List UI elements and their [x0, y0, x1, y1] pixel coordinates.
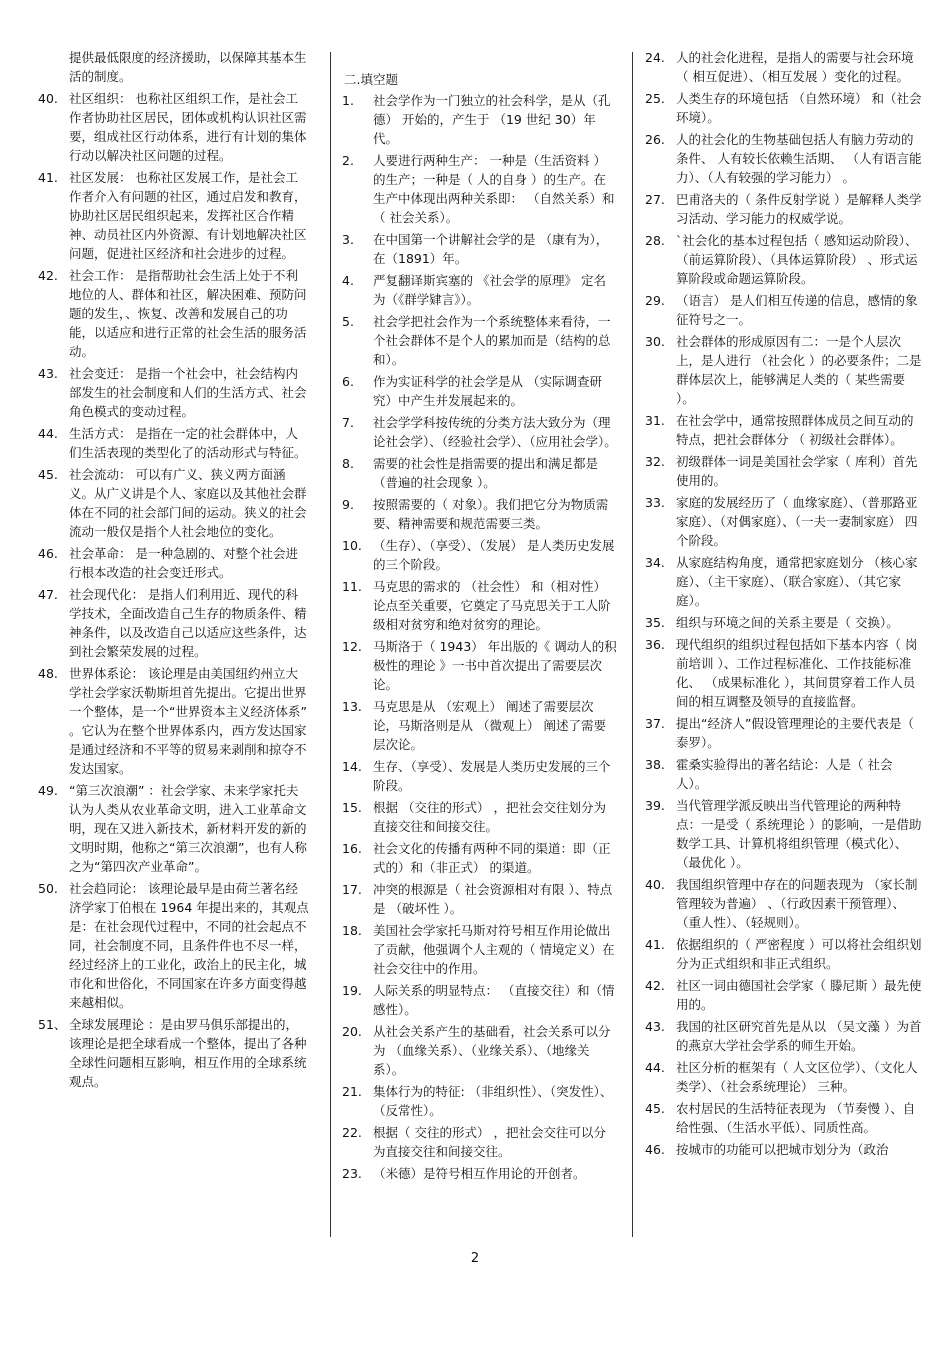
list-item [645, 332, 923, 408]
list-item [38, 266, 310, 361]
list-item [342, 880, 618, 918]
list-item [342, 637, 618, 694]
item-text: 社会变迁： 是指一个社会中，社会结构内部发生的社会制度和人们的生活方式、社会角色模式的变动过程。 [69, 366, 307, 419]
item-number: 30. [645, 334, 665, 349]
item-number: 45. [645, 1101, 665, 1116]
item-number: 43. [645, 1019, 665, 1034]
list-item [342, 454, 618, 492]
item-number: 5. [342, 314, 354, 329]
item-text: 美国社会学家托马斯对符号相互作用论做出了贡献，他强调个人主观的（ 情境定义）在社会交往中的作用。 [373, 923, 615, 976]
item-text: 社会趋同论： 该理论最早是由荷兰著名经济学家丁伯根在 1964 年提出来的，其观点是：在社会现代过程中，不同的社会起点不同，社会制度不同，且条件件也不尽一样，经过经济上的工业化，政治上的民主化，城市化和世俗化，不同国家在许多方面变得越来越相似。 [69, 881, 309, 1010]
item-number: 10. [342, 538, 362, 553]
item-text: 社区一词由德国社会学家（ 滕尼斯 ）最先使用的。 [676, 978, 922, 1012]
item-number: 48. [38, 666, 58, 681]
item-text: 在中国第一个讲解社会学的是 （康有为），在（1891）年。 [373, 232, 609, 266]
item-number: 31. [645, 413, 665, 428]
item-number: 24. [645, 50, 665, 65]
item-text: 从社会关系产生的基础看，社会关系可以分为 （血缘关系）、（业缘关系）、（地缘关系）。 [373, 1024, 611, 1077]
item-number: 34. [645, 555, 665, 570]
item-number: 49. [38, 783, 58, 798]
item-number: 1. [342, 93, 354, 108]
list-item [38, 89, 310, 165]
item-text: 需要的社会性是指需要的提出和满足都是 （普遍的社会现象 ）。 [373, 456, 599, 490]
list-item [342, 536, 618, 574]
item-text: 根据（ 交往的形式） ，把社会交往可以分为直接交往和间接交往。 [373, 1125, 606, 1159]
list-item [342, 271, 618, 309]
item-number: 38. [645, 757, 665, 772]
continued-text: 提供最低限度的经济援助，以保障其基本生活的制度。 [69, 50, 307, 84]
item-text: 从家庭结构角度，通常把家庭划分 （核心家庭）、（主干家庭）、（联合家庭）、（其它家庭）。 [676, 555, 918, 608]
item-number: 50. [38, 881, 58, 896]
list-item [645, 231, 923, 288]
item-text: 生活方式： 是指在一定的社会群体中，人们生活表现的类型化了的活动形式与特征。 [69, 426, 307, 460]
list-item [645, 935, 923, 973]
item-text: 巴甫洛夫的（ 条件反射学说 ）是解释人类学习活动、学习能力的权威学说。 [676, 192, 922, 226]
list-item [342, 1022, 618, 1079]
item-number: 26. [645, 132, 665, 147]
list-item [342, 312, 618, 369]
list-item [342, 697, 618, 754]
list-item [645, 1140, 923, 1159]
item-number: 40. [38, 91, 58, 106]
list-item [645, 452, 923, 490]
list-item [645, 553, 923, 610]
list-item [645, 48, 923, 86]
item-number: 3. [342, 232, 354, 247]
item-text: 社会工作： 是指帮助社会生活上处于不利地位的人、群体和社区，解决困难、预防问题的发生，、恢复、改善和发展自己的功能，以适应和进行正常的社会生活的服务活动。 [69, 268, 307, 359]
item-text: 严复翻译斯宾塞的 《社会学的原理》 定名为（《群学肄言》）。 [373, 273, 606, 307]
item-number: 44. [645, 1060, 665, 1075]
item-text: 家庭的发展经历了（ 血缘家庭）、（普那路亚家庭）、（对偶家庭）、（一夫一妻制家庭） 四个阶段。 [676, 495, 918, 548]
list-item [342, 839, 618, 877]
list-item [342, 1123, 618, 1161]
item-number: 23. [342, 1166, 362, 1181]
item-text: 马克思的需求的 （社会性） 和（相对性）论点至关重要，它奠定了马克思关于工人阶级相对贫穷和绝对贫穷的理论。 [373, 579, 611, 632]
list-item [342, 798, 618, 836]
item-number: 20. [342, 1024, 362, 1039]
list-item [38, 879, 310, 1012]
item-text: 马克思是从 （宏观上） 阐述了需要层次论，马斯洛则是从 （微观上） 阐述了需要层次论。 [373, 699, 606, 752]
item-number: 12. [342, 639, 362, 654]
item-text: `社会化的基本过程包括（ 感知运动阶段）、（前运算阶段）、（具体运算阶段） 、形式运算阶段或命题运算阶段。 [676, 233, 918, 286]
item-text: 社区分析的框架有（ 人文区位学）、（文化人类学）、（社会系统理论） 三种。 [676, 1060, 918, 1094]
list-item [38, 168, 310, 263]
item-number: 11. [342, 579, 362, 594]
item-number: 27. [645, 192, 665, 207]
item-number: 14. [342, 759, 362, 774]
item-number: 37. [645, 716, 665, 731]
list-item [38, 664, 310, 778]
item-number: 47. [38, 587, 58, 602]
item-number: 13. [342, 699, 362, 714]
list-item [38, 424, 310, 462]
item-text: 霍桑实验得出的著名结论：人是（ 社会人）。 [676, 757, 893, 791]
item-number: 19. [342, 983, 362, 998]
item-text: “第三次浪潮” ：社会学家、未来学家托夫认为人类从农业革命文明，进入工业革命文明，现在又进入新技术，新材料开发的新的文明时期，他称之“第三次浪潮”，也有人称之为“第四次产业革命”。 [69, 783, 307, 874]
list-item [645, 493, 923, 550]
list-item [38, 1015, 310, 1091]
item-number: 6. [342, 374, 354, 389]
item-text: （语言） 是人们相互传递的信息，感情的象征符号之一。 [676, 293, 918, 327]
list-item [342, 1164, 618, 1183]
item-number: 17. [342, 882, 362, 897]
list-item [645, 411, 923, 449]
item-text: 马斯洛于（ 1943） 年出版的《 调动人的积极性的理论 》一书中首次提出了需要层次论。 [373, 639, 617, 692]
item-text: 社区组织： 也称社区组织工作，是社会工作者协助社区居民，团体或机构认识社区需要，组成社区行动体系，进行有计划的集体行动以解决社区问题的过程。 [69, 91, 307, 163]
item-number: 36. [645, 637, 665, 652]
column-3 [645, 48, 923, 1162]
item-number: 16. [342, 841, 362, 856]
item-number: 42. [645, 978, 665, 993]
item-number: 39. [645, 798, 665, 813]
list-item [645, 635, 923, 711]
item-text: （生存）、（享受）、（发展） 是人类历史发展的三个阶段。 [373, 538, 615, 572]
item-number: 44. [38, 426, 58, 441]
item-number: 46. [645, 1142, 665, 1157]
list-item [645, 976, 923, 1014]
item-number: 43. [38, 366, 58, 381]
item-text: 社会学作为一门独立的社会科学，是从（孔德） 开始的，产生于 （19 世纪 30）年代。 [373, 93, 611, 146]
item-number: 51、 [38, 1017, 67, 1032]
item-text: 按城市的功能可以把城市划分为（政治 [676, 1142, 889, 1157]
item-text: 根据 （交往的形式） ，把社会交往划分为直接交往和间接交往。 [373, 800, 606, 834]
list-item [645, 291, 923, 329]
item-number: 28. [645, 233, 665, 248]
list-item [645, 613, 923, 632]
list-item [38, 544, 310, 582]
item-text: 人要进行两种生产： 一种是（生活资料 ）的生产；一种是（ 人的自身 ）的生产。在生产中体现出两种关系即： （自然关系）和（ 社会关系）。 [373, 153, 615, 225]
item-text: 集体行为的特征: （非组织性）、（突发性）、（反常性）。 [373, 1084, 613, 1118]
item-text: 社会革命： 是一种急剧的、对整个社会进行根本改造的社会变迁形式。 [69, 546, 298, 580]
item-text: 社会流动： 可以有广义、狭义两方面涵义。从广义讲是个人、家庭以及其他社会群体在不同的社会部门间的运动。狭义的社会流动一般仅是指个人社会地位的变化。 [69, 467, 307, 539]
item-number: 18. [342, 923, 362, 938]
list-item [342, 230, 618, 268]
item-text: 社会学学科按传统的分类方法大致分为（理论社会学）、（经验社会学）、（应用社会学）。 [373, 415, 617, 449]
item-number: 41. [38, 170, 58, 185]
item-text: 在社会学中，通常按照群体成员之间互动的特点，把社会群体分 （ 初级社会群体）。 [676, 413, 914, 447]
item-number: 35. [645, 615, 665, 630]
item-text: 冲突的根源是（ 社会资源相对有限 ）、特点是 （破坏性 ）。 [373, 882, 613, 916]
column-1 [38, 48, 310, 1094]
list-item [645, 1058, 923, 1096]
list-item [342, 372, 618, 410]
item-text: 全球发展理论 ：是由罗马俱乐部提出的，该理论是把全球看成一个整体，提出了各种全球性问题相互影响，相互作用的全球系统观点。 [69, 1017, 307, 1089]
list-item [645, 1017, 923, 1055]
item-text: 作为实证科学的社会学是从 （实际调查研究）中产生并发展起来的。 [373, 374, 602, 408]
item-number: 40. [645, 877, 665, 892]
item-number: 29. [645, 293, 665, 308]
item-text: 世界体系论： 该论理是由美国纽约州立大学社会学家沃勒斯坦首先提出。它提出世界一个整体，是一个“世界资本主义经济体系” 。它认为在整个世界体系内，西方发达国家是通过经济和不平等的贸易来剥削和掠夺不发达国家。 [69, 666, 307, 776]
item-number: 41. [645, 937, 665, 952]
item-text: 社会学把社会作为一个系统整体来看待，一个社会群体不是个人的累加而是（结构的总和）。 [373, 314, 611, 367]
item-text: 社会现代化： 是指人们利用近、现代的科学技术，全面改造自己生存的物质条件、精神条件，以及改造自己以适应这些条件，达到社会繁荣发展的过程。 [69, 587, 307, 659]
item-number: 22. [342, 1125, 362, 1140]
list-item [645, 89, 923, 127]
list-item [342, 757, 618, 795]
item-number: 25. [645, 91, 665, 106]
list-item [645, 190, 923, 228]
list-item [342, 151, 618, 227]
item-number: 46. [38, 546, 58, 561]
list-item [645, 714, 923, 752]
list-item [645, 130, 923, 187]
list-item [645, 755, 923, 793]
item-text: 组织与环境之间的关系主要是（ 交换）。 [676, 615, 899, 630]
item-text: 社区发展： 也称社区发展工作，是社会工作者介入有问题的社区，通过启发和教育，协助社区居民组织起来，发挥社区合作精神、动员社区内外资源、有计划地解决社区问题，促进社区经济和社会进步的过程。 [69, 170, 307, 261]
list-item [38, 585, 310, 661]
item-text: 我国的社区研究首先是从以 （吴文藻 ）为首的燕京大学社会学系的师生开始。 [676, 1019, 922, 1053]
section-title: 二.填空题 [344, 72, 398, 87]
list-item [38, 781, 310, 876]
item-text: 社会群体的形成原因有二：一是个人层次上，是人进行 （社会化 ）的必要条件；二是群体层次上，能够满足人类的（ 某些需要 ）。 [676, 334, 922, 406]
item-text: 社会文化的传播有两种不同的渠道：即（正式的）和（非正式） 的渠道。 [373, 841, 611, 875]
item-number: 15. [342, 800, 362, 815]
item-text: 生存、（享受）、发展是人类历史发展的三个阶段。 [373, 759, 611, 793]
column-divider-right [632, 52, 633, 1237]
list-item [645, 1099, 923, 1137]
list-item [342, 495, 618, 533]
item-text: 人的社会化进程，是指人的需要与社会环境（ 相互促进）、（相互发展 ）变化的过程。 [676, 50, 914, 84]
item-number: 42. [38, 268, 58, 283]
item-number: 45. [38, 467, 58, 482]
item-number: 33. [645, 495, 665, 510]
item-text: 当代管理学派反映出当代管理论的两种特点：一是受（ 系统理论 ）的影响，一是借助数学工具、计算机将组织管理（模式化）、（最优化 ）。 [676, 798, 922, 870]
list-item [342, 413, 618, 451]
item-number: 32. [645, 454, 665, 469]
item-number: 4. [342, 273, 354, 288]
item-number: 2. [342, 153, 354, 168]
item-text: 人际关系的明显特点： （直接交往）和（情感性）。 [373, 983, 615, 1017]
list-item [342, 91, 618, 148]
list-item [342, 981, 618, 1019]
column-divider-left [330, 52, 331, 1237]
item-number: 21. [342, 1084, 362, 1099]
item-text: 农村居民的生活特征表现为 （节奏慢 ）、自给性强、（生活水平低）、同质性高。 [676, 1101, 916, 1135]
item-text: 人的社会化的生物基础包括人有脑力劳动的条件、 人有较长依赖生活期、 （人有语言能力）、（人有较强的学习能力） 。 [676, 132, 922, 185]
item-text: 现代组织的组织过程包括如下基本内容（ 岗前培训 ）、工作过程标准化、工作技能标准化、 （成果标准化 ），其间贯穿着工作人员间的相互调整及领导的直接监督。 [676, 637, 918, 709]
item-text: 我国组织管理中存在的问题表现为 （家长制管理较为普遍） 、（行政因素干预管理）、（重人性）、（轻规则）。 [676, 877, 918, 930]
list-item [645, 875, 923, 932]
item-text: 按照需要的（ 对象）。我们把它分为物质需要、精神需要和规范需要三类。 [373, 497, 609, 531]
list-item [342, 921, 618, 978]
item-text: 人类生存的环境包括 （自然环境） 和（社会环境）。 [676, 91, 922, 125]
list-item [342, 1082, 618, 1120]
item-text: 初级群体一词是美国社会学家（ 库利）首先使用的。 [676, 454, 918, 488]
item-text: 依据组织的（ 严密程度 ）可以将社会组织划分为正式组织和非正式组织。 [676, 937, 922, 971]
column-2 [342, 48, 618, 1186]
item-number: 8. [342, 456, 354, 471]
list-item [645, 796, 923, 872]
list-item [38, 465, 310, 541]
item-number: 7. [342, 415, 354, 430]
item-text: 提出“经济人”假设管理理论的主要代表是（ 泰罗）。 [676, 716, 914, 750]
page-number: 2 [470, 1251, 480, 1266]
list-item [38, 364, 310, 421]
item-number: 9. [342, 497, 354, 512]
item-text: （米德）是符号相互作用论的开创者。 [373, 1166, 586, 1181]
list-item [342, 577, 618, 634]
